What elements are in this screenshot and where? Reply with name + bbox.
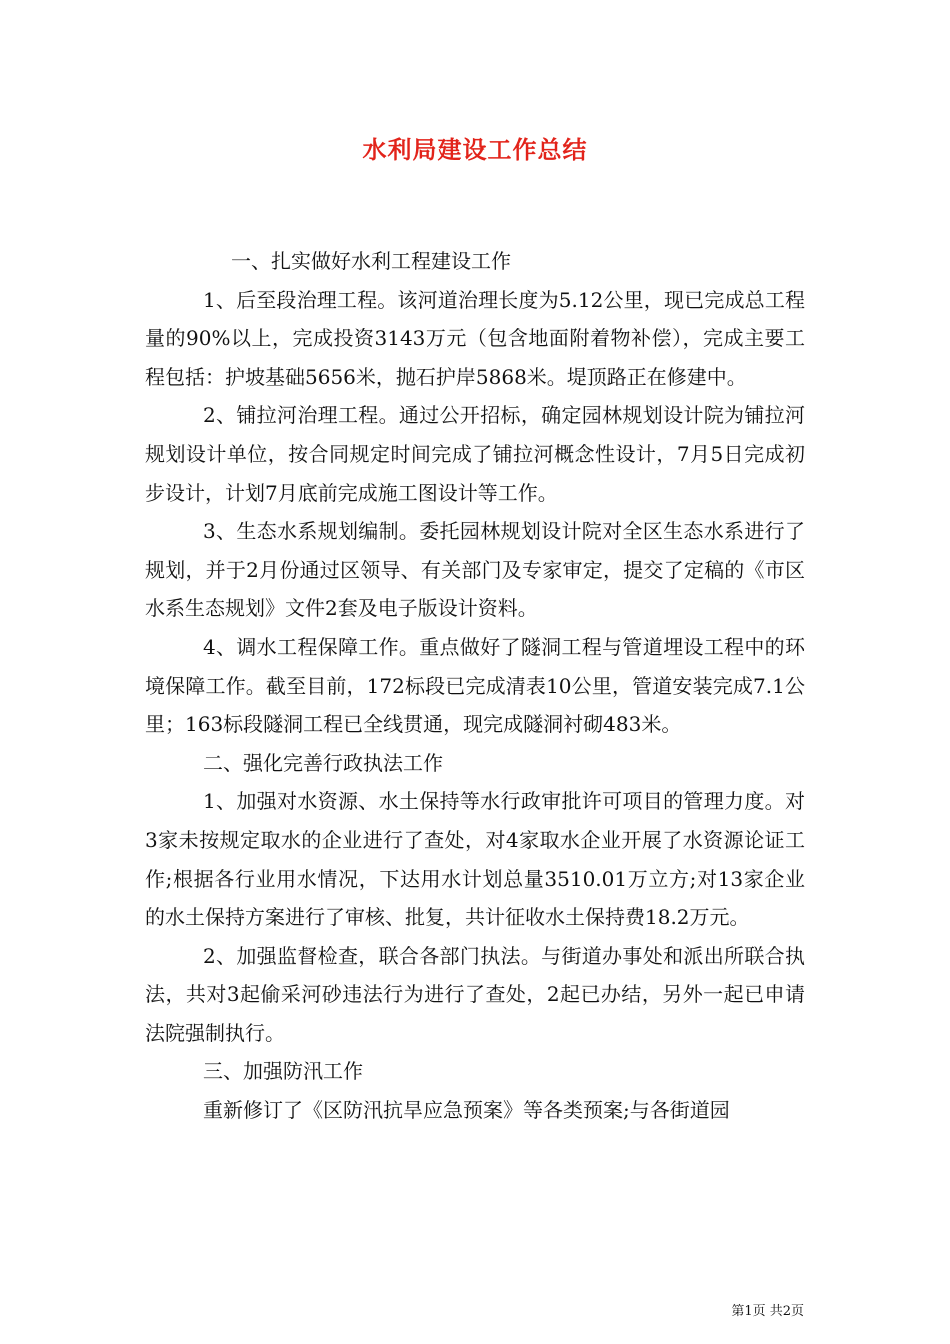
paragraph: 1、加强对水资源、水土保持等水行政审批许可项目的管理力度。对3家未按规定取水的企业进行了查处，对4家取水企业开展了水资源论证工作;根据各行业用水情况，下达用水计划总量3510.01万立方;对13家企业的水土保持方案进行了审核、批复，共计征收水土保持费18.2万元。 [145, 789, 805, 930]
section-heading-3: 三、加强防汛工作 [203, 1059, 363, 1084]
paragraph: 2、加强监督检查，联合各部门执法。与街道办事处和派出所联合执法，共对3起偷采河砂违法行为进行了查处，2起已办结，另外一起已申请法院强制执行。 [145, 943, 805, 1045]
section-heading-2: 二、强化完善行政执法工作 [203, 750, 443, 775]
document-title: 水利局建设工作总结 [362, 135, 588, 164]
page-number: 第1页 共2页 [731, 1304, 804, 1319]
paragraph: 重新修订了《区防汛抗旱应急预案》等各类预案;与各街道园 [203, 1098, 730, 1123]
paragraph: 2、铺拉河治理工程。通过公开招标，确定园林规划设计院为铺拉河规划设计单位，按合同规定时间完成了铺拉河概念性设计，7月5日完成初步设计，计划7月底前完成施工图设计等工作。 [145, 403, 805, 505]
section-heading-1: 一、扎实做好水利工程建设工作 [231, 249, 511, 273]
document-body [145, 242, 805, 1130]
paragraph: 3、生态水系规划编制。委托园林规划设计院对全区生态水系进行了规划，并于2月份通过区领导、有关部门及专家审定，提交了定稿的《市区水系生态规划》文件2套及电子版设计资料。 [145, 519, 805, 621]
paragraph: 4、调水工程保障工作。重点做好了隧洞工程与管道埋设工程中的环境保障工作。截至目前，172标段已完成清表10公里，管道安装完成7.1公里；163标段隧洞工程已全线贯通，现完成隧洞衬砌483米。 [145, 634, 805, 737]
paragraph: 1、后至段治理工程。该河道治理长度为5.12公里，现已完成总工程量的90%以上，完成投资3143万元（包含地面附着物补偿），完成主要工程包括：护坡基础5656米，抛石护岸5868米。堤顶路正在修建中。 [145, 287, 805, 389]
